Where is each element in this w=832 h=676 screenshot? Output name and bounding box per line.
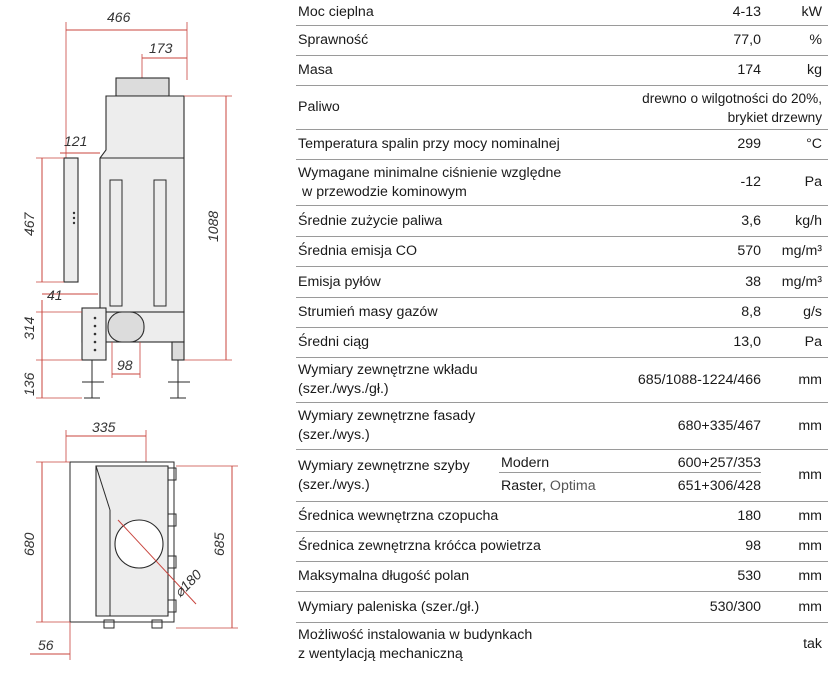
spec-label-line2: (szer./wys./gł.)	[298, 381, 389, 397]
spec-value: 98	[745, 538, 761, 554]
spec-unit: mm	[798, 467, 822, 483]
glass-variant-label: Modern	[501, 455, 550, 471]
spec-unit: %	[809, 32, 822, 48]
spec-row-insert-dimensions	[296, 358, 828, 403]
dim-136-label: 136	[21, 372, 37, 396]
spec-unit: tak	[803, 636, 822, 652]
spec-unit: Pa	[804, 334, 822, 350]
spec-row-heat-output	[296, 0, 828, 26]
spec-unit: mm	[798, 417, 822, 434]
dim-56-label: 56	[38, 637, 54, 653]
dim-41-label: 41	[47, 287, 63, 303]
spec-label: Wymiary zewnętrzne szyby	[298, 457, 470, 474]
spec-label: Średnica wewnętrzna czopucha	[298, 508, 499, 524]
plan-view-drawing	[21, 419, 238, 660]
spec-label: Moc cieplna	[298, 4, 374, 20]
spec-row-average-draft	[296, 328, 828, 358]
spec-label: Wymiary zewnętrzne wkładu	[298, 362, 478, 378]
spec-label: Średni ciąg	[298, 334, 369, 350]
spec-row-gas-mass-flow	[296, 298, 828, 328]
spec-value: 570	[737, 243, 761, 259]
spec-unit: mm	[798, 598, 822, 615]
spec-row-mechanical-ventilation	[296, 623, 828, 666]
dim-680-label: 680	[21, 532, 37, 556]
spec-value-line2: brykiet drzewny	[727, 109, 822, 125]
spec-label: Strumień masy gazów	[298, 304, 438, 320]
spec-row-flue-inner-diameter	[296, 502, 828, 532]
spec-label: Sprawność	[298, 32, 369, 48]
spec-label: Emisja pyłów	[298, 273, 381, 290]
spec-value: 13,0	[733, 334, 761, 350]
spec-value: 180	[737, 508, 761, 524]
spec-label-line2: (szer./wys.)	[298, 476, 370, 493]
dim-685-label: 685	[211, 532, 227, 556]
spec-label: Masa	[298, 62, 333, 78]
spec-label: Paliwo	[298, 99, 340, 115]
spec-value: 3,6	[741, 212, 761, 229]
spec-unit: mm	[798, 538, 822, 554]
spec-row-max-log-length	[296, 562, 828, 592]
dim-173-label: 173	[149, 40, 173, 56]
spec-unit: °C	[806, 136, 822, 152]
dim-314-label: 314	[21, 316, 37, 340]
dim-335-label: 335	[92, 419, 116, 435]
spec-row-air-inlet-diameter	[296, 532, 828, 562]
spec-row-dust-emission	[296, 267, 828, 298]
spec-value: 530	[737, 568, 761, 584]
spec-row-firebox-dimensions	[296, 592, 828, 623]
spec-label-line2: w przewodzie kominowym	[302, 183, 467, 200]
glass-variant-label-b: Optima	[549, 478, 596, 494]
spec-label: Wymagane minimalne ciśnienie względne	[298, 164, 562, 181]
spec-value: drewno o wilgotności do 20%,	[642, 90, 822, 106]
spec-unit: mg/m³	[781, 273, 822, 290]
spec-row-min-pressure	[296, 160, 828, 206]
spec-value: 38	[745, 273, 761, 290]
spec-row-glass-dimensions	[296, 450, 828, 502]
spec-unit: mm	[798, 508, 822, 524]
spec-row-co-emission	[296, 237, 828, 267]
spec-row-flue-temperature	[296, 130, 828, 160]
specification-table	[296, 0, 828, 666]
glass-variant-value: 651+306/428	[677, 477, 761, 494]
spec-unit: g/s	[803, 304, 822, 320]
spec-unit: kg/h	[795, 212, 822, 229]
dim-466-label: 466	[107, 9, 131, 25]
spec-row-fuel-consumption	[296, 206, 828, 237]
spec-value: 680+335/467	[677, 417, 761, 434]
spec-unit: mg/m³	[781, 243, 822, 259]
spec-label: Wymiary zewnętrzne fasady	[298, 408, 476, 424]
dim-180-diameter-label: ⌀180	[170, 566, 205, 601]
dim-121-label: 121	[64, 133, 88, 149]
spec-label: Średnia emisja CO	[298, 243, 418, 259]
spec-value: -12	[740, 174, 761, 190]
spec-value: 174	[737, 62, 761, 78]
spec-label: Maksymalna długość polan	[298, 568, 470, 584]
spec-unit: mm	[798, 568, 822, 584]
spec-label: Średnie zużycie paliwa	[298, 212, 443, 229]
spec-row-efficiency	[296, 26, 828, 56]
spec-value: 4-13	[732, 4, 761, 20]
spec-value: 77,0	[733, 32, 761, 48]
spec-label: Średnica zewnętrzna króćca powietrza	[298, 538, 541, 554]
spec-value: 685/1088-1224/466	[637, 371, 761, 388]
spec-row-facade-dimensions	[296, 403, 828, 450]
spec-unit: mm	[798, 371, 822, 388]
spec-label-line2: z wentylacją mechaniczną	[298, 645, 463, 662]
spec-label: Wymiary paleniska (szer./gł.)	[298, 598, 480, 615]
spec-unit: Pa	[804, 174, 822, 190]
spec-label-line2: (szer./wys.)	[298, 427, 370, 443]
spec-value: 530/300	[709, 598, 761, 615]
spec-label: Możliwość instalowania w budynkach	[298, 626, 533, 643]
spec-value: 8,8	[741, 304, 761, 320]
glass-variant-label: Raster,	[501, 478, 546, 494]
spec-unit: kg	[807, 62, 822, 78]
technical-drawings	[0, 0, 290, 676]
spec-value: 299	[737, 136, 761, 152]
dim-1088-label: 1088	[205, 210, 221, 242]
spec-row-fuel	[296, 86, 828, 130]
spec-unit: kW	[801, 4, 822, 20]
side-view-drawing	[21, 9, 232, 398]
dim-98-label: 98	[117, 357, 133, 373]
spec-row-mass	[296, 56, 828, 86]
glass-variant-value: 600+257/353	[677, 454, 761, 471]
dim-467-label: 467	[21, 212, 37, 236]
spec-label: Temperatura spalin przy mocy nominalnej	[298, 136, 560, 152]
